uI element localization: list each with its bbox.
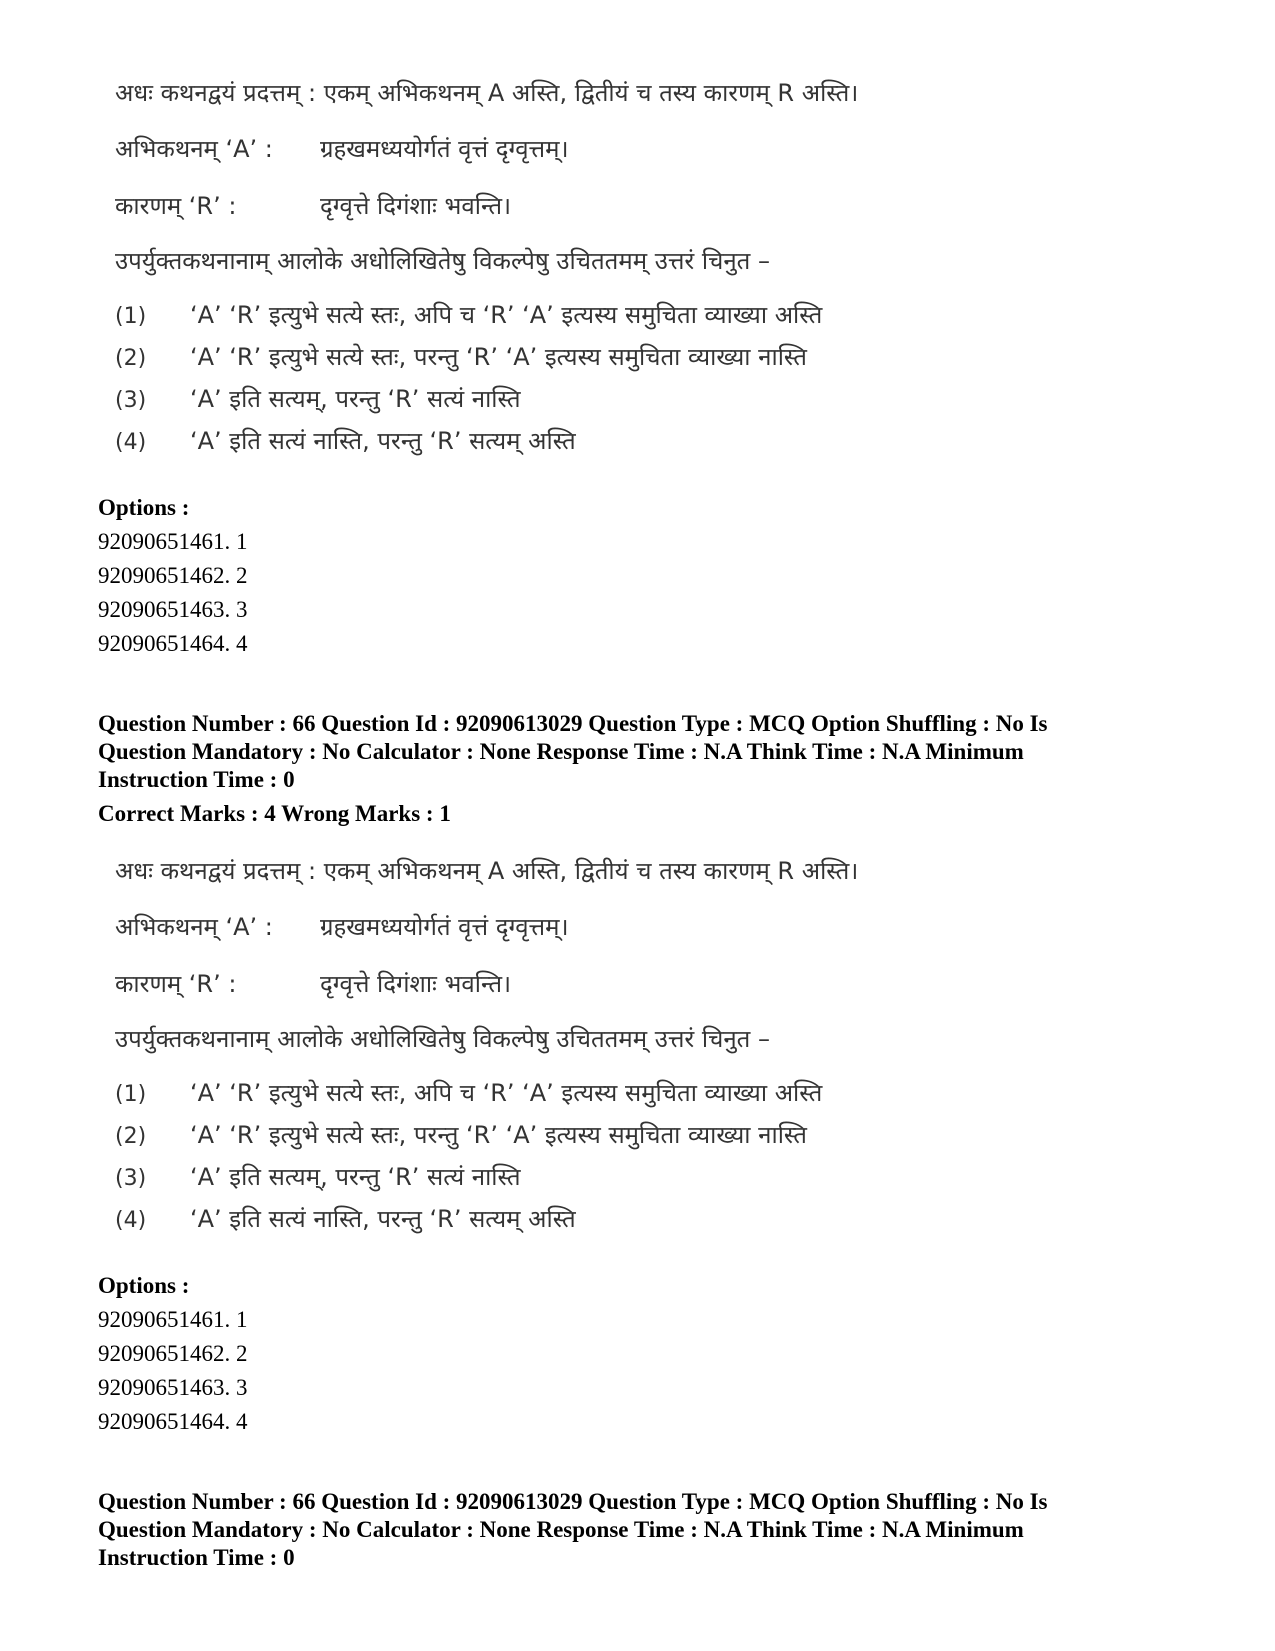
option-item: 92090651462. 2: [98, 1341, 248, 1366]
choice-number: (3): [115, 388, 147, 413]
reason-label: कारणम् ‘R’ :: [115, 192, 237, 220]
option-item: 92090651464. 4: [98, 1409, 248, 1434]
choice-text: ‘A’ इति सत्यं नास्ति, परन्तु ‘R’ सत्यम् अस्ति: [190, 1205, 576, 1233]
reason-text: दृग्वृत्ते दिगंशाः भवन्ति।: [320, 192, 512, 220]
options-heading: Options :: [98, 495, 190, 520]
assertion-label: अभिकथनम् ‘A’ :: [115, 135, 273, 163]
option-item: 92090651463. 3: [98, 1375, 248, 1400]
choice-number: (2): [115, 1124, 147, 1149]
question-intro: अधः कथनद्वयं प्रदत्तम् : एकम् अभिकथनम् A अस्ति, द्वितीयं च तस्य कारणम् R अस्ति।: [115, 857, 859, 885]
choice-number: (1): [115, 304, 147, 329]
question-meta-line: Instruction Time : 0: [98, 767, 295, 792]
assertion-text: ग्रहखमध्ययोर्गतं वृत्तं दृग्वृत्तम्।: [320, 135, 569, 163]
option-item: 92090651461. 1: [98, 529, 248, 554]
question-meta-line: Question Mandatory : No Calculator : None Response Time : N.A Think Time : N.A Minimum: [98, 1517, 1024, 1542]
question-meta-line: Instruction Time : 0: [98, 1545, 295, 1570]
option-item: 92090651462. 2: [98, 563, 248, 588]
choice-number: (2): [115, 346, 147, 371]
choice-text: ‘A’ इति सत्यम्, परन्तु ‘R’ सत्यं नास्ति: [190, 1163, 521, 1191]
reason-text: दृग्वृत्ते दिगंशाः भवन्ति।: [320, 970, 512, 998]
choice-number: (1): [115, 1082, 147, 1107]
choice-text: ‘A’ ‘R’ इत्युभे सत्ये स्तः, परन्तु ‘R’ ‘A’ इत्यस्य समुचिता व्याख्या नास्ति: [190, 1121, 807, 1149]
choice-text: ‘A’ ‘R’ इत्युभे सत्ये स्तः, परन्तु ‘R’ ‘A’ इत्यस्य समुचिता व्याख्या नास्ति: [190, 343, 807, 371]
assertion-label: अभिकथनम् ‘A’ :: [115, 913, 273, 941]
option-item: 92090651461. 1: [98, 1307, 248, 1332]
option-item: 92090651463. 3: [98, 597, 248, 622]
question-marks: Correct Marks : 4 Wrong Marks : 1: [98, 801, 451, 826]
question-intro: अधः कथनद्वयं प्रदत्तम् : एकम् अभिकथनम् A अस्ति, द्वितीयं च तस्य कारणम् R अस्ति।: [115, 79, 859, 107]
choice-text: ‘A’ ‘R’ इत्युभे सत्ये स्तः, अपि च ‘R’ ‘A’ इत्यस्य समुचिता व्याख्या अस्ति: [190, 301, 823, 329]
question-meta-line: Question Mandatory : No Calculator : None Response Time : N.A Think Time : N.A Minimum: [98, 739, 1024, 764]
question-instruction: उपर्युक्तकथनानाम् आलोके अधोलिखितेषु विकल्पेषु उचिततमम् उत्तरं चिनुत –: [115, 247, 770, 275]
reason-label: कारणम् ‘R’ :: [115, 970, 237, 998]
option-item: 92090651464. 4: [98, 631, 248, 656]
options-heading: Options :: [98, 1273, 190, 1298]
choice-text: ‘A’ ‘R’ इत्युभे सत्ये स्तः, अपि च ‘R’ ‘A’ इत्यस्य समुचिता व्याख्या अस्ति: [190, 1079, 823, 1107]
question-meta-line: Question Number : 66 Question Id : 92090613029 Question Type : MCQ Option Shuffling : No Is: [98, 711, 1048, 736]
choice-text: ‘A’ इति सत्यम्, परन्तु ‘R’ सत्यं नास्ति: [190, 385, 521, 413]
assertion-text: ग्रहखमध्ययोर्गतं वृत्तं दृग्वृत्तम्।: [320, 913, 569, 941]
choice-text: ‘A’ इति सत्यं नास्ति, परन्तु ‘R’ सत्यम् अस्ति: [190, 427, 576, 455]
choice-number: (4): [115, 1208, 147, 1233]
choice-number: (3): [115, 1166, 147, 1191]
choice-number: (4): [115, 430, 147, 455]
question-meta-line: Question Number : 66 Question Id : 92090613029 Question Type : MCQ Option Shuffling : No Is: [98, 1489, 1048, 1514]
question-instruction: उपर्युक्तकथनानाम् आलोके अधोलिखितेषु विकल्पेषु उचिततमम् उत्तरं चिनुत –: [115, 1025, 770, 1053]
